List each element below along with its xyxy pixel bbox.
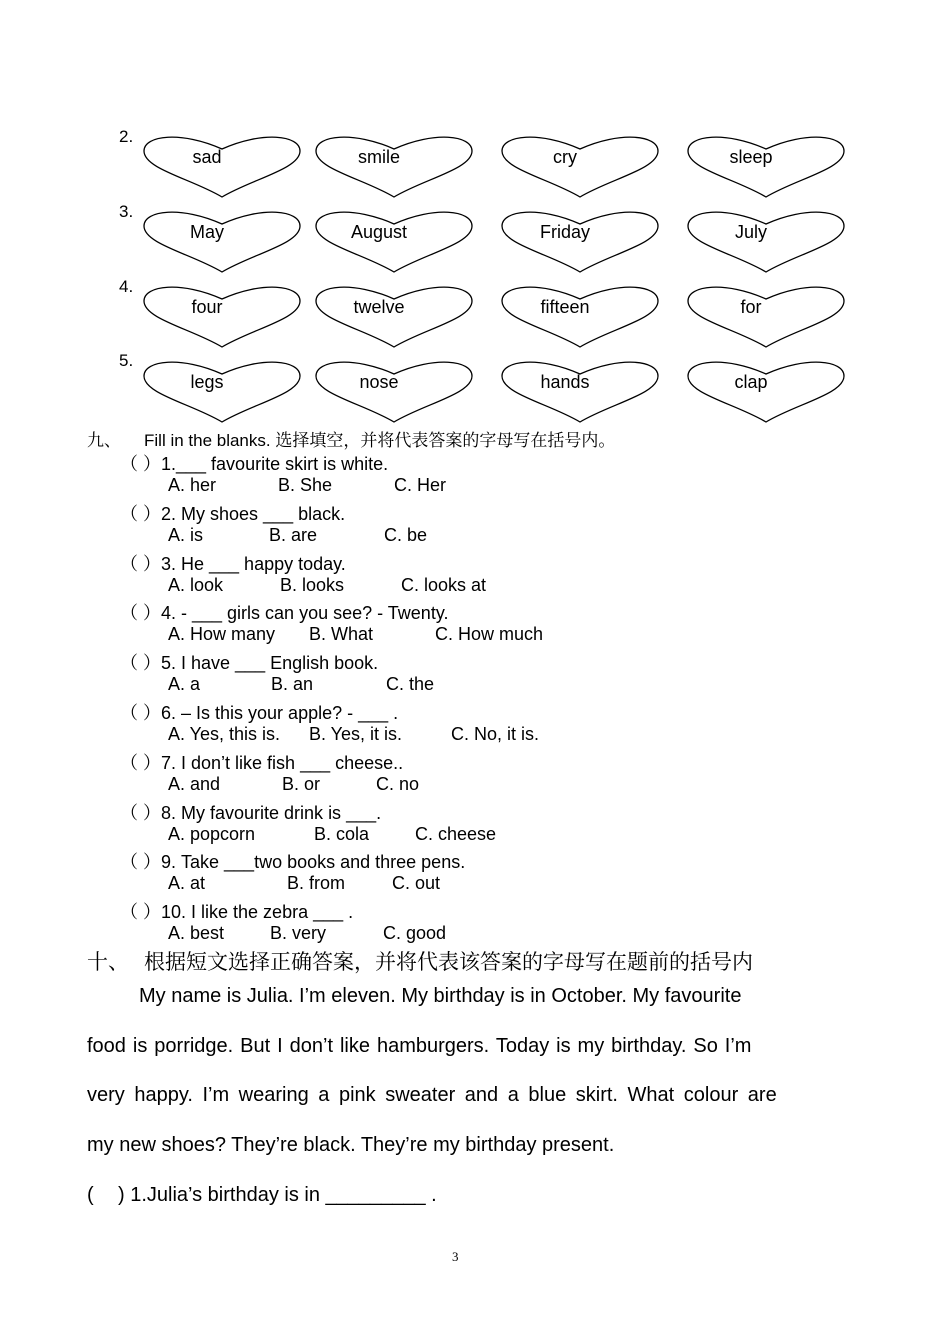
answer-option: C. No, it is. — [451, 724, 540, 744]
answer-option: C. no — [376, 773, 420, 794]
passage-line: my new shoes? They’re black. They’re my birthday present. — [87, 1134, 615, 1156]
heart-shape — [500, 210, 660, 274]
heart-outline-icon — [142, 285, 304, 351]
answer-option: C. cheese — [415, 823, 497, 844]
heart-shape — [314, 360, 474, 424]
question-text: （ ）10. I like the zebra ___ . — [120, 902, 354, 923]
heart-outline-icon — [686, 360, 848, 426]
heart-word: fifteen — [540, 297, 590, 317]
heart-row-number: 4. — [119, 277, 134, 296]
heart-shape — [314, 285, 474, 349]
answer-option: A. her — [168, 475, 217, 495]
question-text: （ ）6. – Is this your apple? - ___ . — [120, 703, 399, 723]
answer-option: A. look — [168, 574, 224, 595]
heart-row-number: 3. — [119, 202, 134, 221]
answer-option: A. at — [168, 873, 206, 894]
heart-outline-icon — [314, 210, 476, 276]
question-text: （ ）4. - ___ girls can you see? - Twenty. — [120, 603, 449, 624]
answer-option: A. How many — [168, 624, 276, 645]
heart-outline-icon — [500, 285, 662, 351]
answer-option: C. the — [386, 674, 435, 695]
answer-option: B. She — [278, 475, 333, 495]
heart-outline-icon — [686, 210, 848, 276]
heart-word: May — [189, 222, 224, 242]
answer-option: A. is — [168, 524, 204, 545]
answer-option: C. How much — [435, 624, 544, 645]
heart-shape — [142, 135, 302, 199]
heart-outline-icon — [142, 210, 304, 276]
answer-option: C. Her — [394, 475, 447, 495]
heart-outline-icon — [500, 135, 662, 201]
question-text: （ ）2. My shoes ___ black. — [120, 503, 346, 524]
heart-shape — [686, 210, 846, 274]
answer-option: B. an — [271, 674, 314, 695]
answer-option: B. Yes, it is. — [309, 724, 403, 744]
question-text: （ ）8. My favourite drink is ___. — [120, 802, 382, 823]
question-text: （ ）5. I have ___ English book. — [120, 653, 379, 674]
answer-option: B. looks — [280, 574, 345, 595]
answer-option: A. and — [168, 773, 221, 794]
heart-word: August — [350, 222, 408, 242]
heart-word: sad — [192, 147, 222, 167]
answer-option: A. popcorn — [168, 823, 256, 844]
answer-option: B. are — [269, 524, 318, 545]
heart-shape — [142, 360, 302, 424]
passage-line: food is porridge. But I don’t like hamburgers. Today is my birthday. So I’m — [87, 1035, 752, 1057]
heart-word: hands — [540, 372, 590, 392]
heart-shape — [686, 285, 846, 349]
reading-question-1: ) 1.Julia’s birthday is in _________ . — [118, 1184, 437, 1206]
heart-shape — [314, 135, 474, 199]
heart-shape — [142, 210, 302, 274]
heart-outline-icon — [142, 360, 304, 426]
heart-word: cry — [553, 147, 577, 167]
heart-word: clap — [734, 372, 768, 392]
heart-row-number: 5. — [119, 351, 134, 370]
answer-option: B. from — [287, 873, 346, 894]
heart-shape — [686, 135, 846, 199]
heart-word: smile — [357, 147, 400, 167]
heart-shape — [142, 285, 302, 349]
passage-line: very happy. I’m wearing a pink sweater and a blue skirt. What colour are — [87, 1084, 777, 1106]
heart-outline-icon — [500, 360, 662, 426]
answer-option: A. best — [168, 923, 225, 944]
heart-shape — [686, 360, 846, 424]
answer-option: B. or — [282, 773, 321, 794]
heart-word: sleep — [729, 147, 773, 167]
heart-outline-icon — [142, 135, 304, 201]
heart-word: July — [734, 222, 767, 242]
heart-word: twelve — [353, 297, 405, 317]
answer-option: C. good — [383, 923, 447, 944]
answer-option: A. a — [168, 674, 201, 695]
answer-option: B. cola — [314, 823, 370, 844]
heart-word: nose — [359, 372, 399, 392]
answer-option: B. very — [270, 923, 327, 944]
question-text: （ ）9. Take ___two books and three pens. — [120, 852, 466, 873]
heart-outline-icon — [314, 360, 476, 426]
section-9-marker: 九、 — [87, 431, 121, 450]
answer-option: B. What — [309, 624, 374, 645]
heart-word: for — [740, 297, 762, 317]
heart-word: Friday — [539, 222, 590, 242]
heart-word: four — [191, 297, 223, 317]
heart-outline-icon — [500, 210, 662, 276]
heart-outline-icon — [686, 135, 848, 201]
passage-line: My name is Julia. I’m eleven. My birthday is in October. My favourite — [139, 985, 742, 1007]
heart-outline-icon — [686, 285, 848, 351]
answer-option: A. Yes, this is. — [168, 724, 281, 744]
question-text: （ ）7. I don’t like fish ___ cheese.. — [120, 752, 404, 773]
question-text: （ ）1.___ favourite skirt is white. — [120, 454, 389, 474]
page-number: 3 — [452, 1249, 459, 1264]
heart-row-number: 2. — [119, 127, 134, 146]
answer-paren: ( — [87, 1184, 94, 1206]
heart-shape — [314, 210, 474, 274]
answer-option: C. be — [384, 524, 428, 545]
heart-outline-icon — [314, 135, 476, 201]
answer-option: C. looks at — [401, 574, 487, 595]
heart-shape — [500, 135, 660, 199]
section-10-title: 根据短文选择正确答案，并将代表该答案的字母写在题前的括号内 — [144, 951, 753, 974]
section-9-title: Fill in the blanks. 选择填空，并将代表答案的字母写在括号内。 — [144, 431, 616, 450]
section-10-marker: 十、 — [87, 951, 129, 974]
heart-shape — [500, 360, 660, 424]
heart-outline-icon — [314, 285, 476, 351]
heart-shape — [500, 285, 660, 349]
question-text: （ ）3. He ___ happy today. — [120, 553, 346, 574]
answer-option: C. out — [392, 873, 441, 894]
heart-word: legs — [190, 372, 224, 392]
